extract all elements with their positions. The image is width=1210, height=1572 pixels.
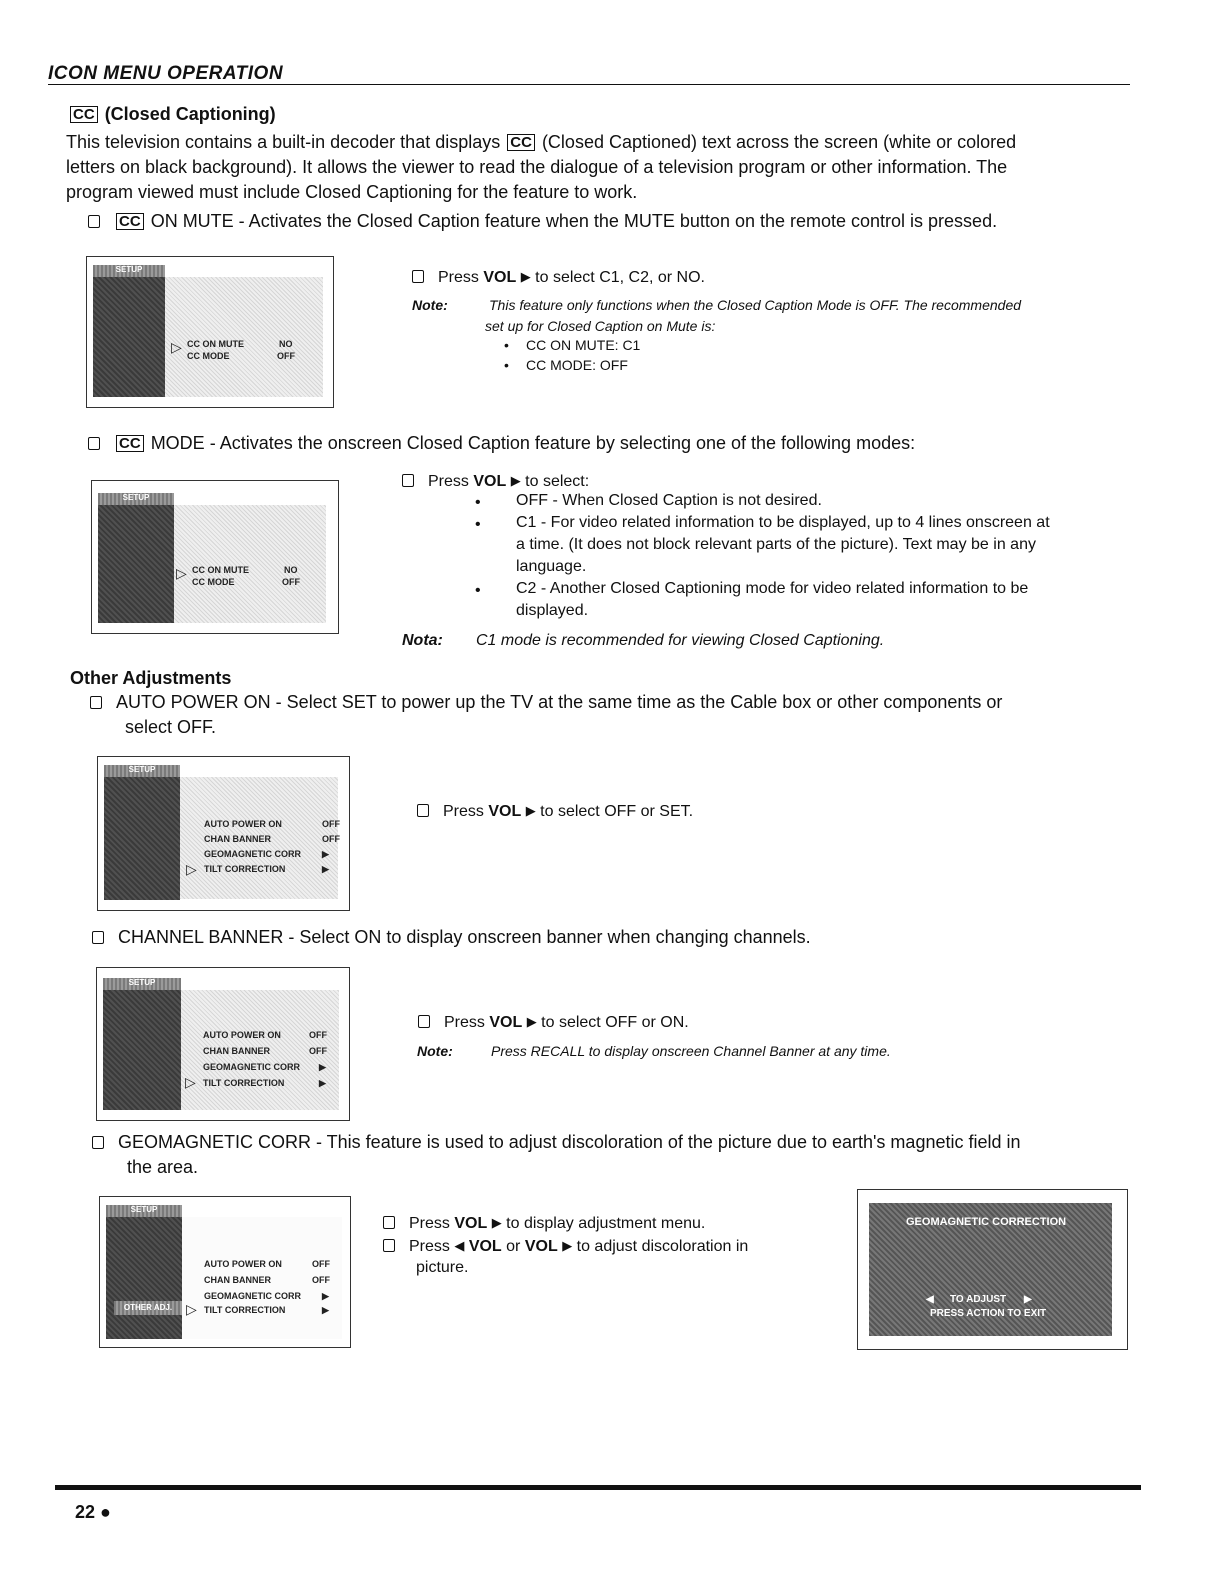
header-title: ICON MENU OPERATION: [48, 63, 284, 84]
instr-or: or: [506, 1238, 521, 1255]
menu-row-value: OFF: [277, 351, 295, 361]
cc-icon: CC: [116, 213, 144, 230]
checkbox-bullet-icon: [88, 437, 100, 450]
checkbox-bullet-icon: [383, 1239, 395, 1252]
right-arrow-icon: ▶: [562, 1238, 573, 1253]
instr-press: Press: [409, 1215, 450, 1232]
menu-right-panel: [174, 505, 326, 623]
note-bullet-2: CC MODE: OFF: [526, 357, 628, 373]
menu-row-label: AUTO POWER ON: [203, 1030, 281, 1040]
cc-on-mute-instruction: [412, 266, 705, 289]
checkbox-bullet-icon: [417, 804, 429, 817]
mode-opt-c1-line3: language.: [516, 558, 587, 575]
right-arrow-icon: ▶: [491, 1215, 502, 1230]
instr-press: Press: [438, 269, 479, 286]
instr-vol: VOL: [473, 473, 507, 490]
menu-left-panel: [104, 765, 180, 900]
menu-row-value: ▶: [319, 1078, 326, 1088]
cc-icon: CC: [116, 435, 144, 452]
cc-intro-line1-a: This television contains a built-in decoder that displays: [66, 132, 501, 152]
auto-power-line2: select OFF.: [125, 717, 217, 737]
menu-row-label: TILT CORRECTION: [203, 1078, 285, 1088]
geomagnetic-screen-exit: PRESS ACTION TO EXIT: [930, 1308, 1047, 1319]
instr-press: Press: [443, 803, 484, 820]
cc-mode-item: [88, 431, 915, 456]
auto-power-item: [90, 690, 1150, 740]
checkbox-bullet-icon: [92, 1136, 104, 1149]
menu-left-panel: [93, 265, 165, 397]
menu-row-label: CC ON MUTE: [192, 565, 249, 575]
cc-intro: [66, 130, 1146, 205]
checkbox-bullet-icon: [92, 931, 104, 944]
bullet-icon: •: [475, 494, 481, 511]
bullet-icon: •: [475, 516, 481, 533]
instr-vol: VOL: [488, 803, 522, 820]
instr-text: to select OFF or SET.: [540, 803, 694, 820]
menu-row-value: OFF: [312, 1259, 330, 1269]
channel-banner-menu-screenshot: [96, 967, 350, 1121]
menu-row-label: CHAN BANNER: [203, 1046, 270, 1056]
right-arrow-icon: ▶: [510, 473, 521, 488]
checkbox-bullet-icon: [90, 696, 102, 709]
note-line1: This feature only functions when the Closed Caption Mode is OFF. The recommended: [489, 297, 1022, 313]
geomagnetic-line1: [92, 1130, 1152, 1155]
menu-row-label: GEOMAGNETIC CORR: [204, 849, 302, 859]
channel-banner-line1: CHANNEL BANNER - Select ON to display onscreen banner when changing channels.: [118, 927, 811, 947]
menu-row-value: ▶: [322, 864, 329, 874]
checkbox-bullet-icon: [412, 270, 424, 283]
menu-row-value: ▶: [322, 1291, 329, 1301]
mode-opt-c2-line1: C2 - Another Closed Captioning mode for video related information to be: [516, 580, 1029, 597]
instr-vol: VOL: [524, 1238, 558, 1255]
cc-inline-icon: CC: [507, 134, 535, 151]
instr-press: Press: [409, 1238, 450, 1255]
cc-on-mute-menu-screenshot: [86, 256, 334, 408]
mode-opt-off: OFF - When Closed Caption is not desired.: [516, 492, 822, 509]
cc-intro-line3: program viewed must include Closed Captioning for the feature to work.: [66, 182, 638, 202]
menu-row-value: NO: [284, 565, 298, 575]
auto-power-menu-screenshot: [97, 756, 350, 911]
menu-row-value: OFF: [312, 1275, 330, 1285]
menu-row-label: TILT CORRECTION: [204, 864, 286, 874]
menu-row-label: CHAN BANNER: [204, 1275, 271, 1285]
geomagnetic-instruction-1: [383, 1212, 705, 1235]
menu-row-label: CC MODE: [187, 351, 230, 361]
instr-press: Press: [444, 1014, 485, 1031]
menu-pointer-icon: ▷: [171, 339, 182, 355]
menu-row-value: OFF: [309, 1030, 327, 1040]
geomagnetic-line1-text: GEOMAGNETIC CORR - This feature is used to adjust discoloration of the picture due to earth's magnetic field in: [118, 1132, 1021, 1152]
cc-intro-line1-b: (Closed Captioned) text across the screen (white or colored: [541, 132, 1017, 152]
left-arrow-icon: ◀: [454, 1238, 465, 1253]
mode-opt-c2-line2: displayed.: [516, 602, 589, 619]
mode-opt-c1-line2: a time. (It does not block relevant parts of the picture). Text may be in any: [516, 536, 1036, 553]
menu-pointer-icon: ▷: [176, 565, 187, 581]
footer-rule: [55, 1485, 1141, 1490]
menu-tab: SETUP: [104, 765, 180, 777]
instr-vol: VOL: [489, 1014, 523, 1031]
note-label: Note:: [412, 297, 448, 313]
instr-text: to adjust discoloration in: [576, 1238, 749, 1255]
menu-row-label: CHAN BANNER: [204, 834, 271, 844]
geomagnetic-instruction-2-cont: picture.: [416, 1259, 469, 1276]
instr-vol: VOL: [483, 269, 517, 286]
instr-text: to select C1, C2, or NO.: [535, 269, 705, 286]
instr-text: to display adjustment menu.: [506, 1215, 706, 1232]
right-arrow-icon: ▶: [520, 269, 531, 284]
geomagnetic-screen-adjust: TO ADJUST: [950, 1294, 1007, 1305]
menu-left-panel: [106, 1205, 182, 1339]
cc-mode-label: MODE - Activates the onscreen Closed Caption feature by selecting one of the following modes:: [150, 433, 916, 453]
instr-vol: VOL: [454, 1215, 488, 1232]
cc-icon: CC: [70, 106, 98, 123]
geomagnetic-screen-title: GEOMAGNETIC CORRECTION: [906, 1216, 1067, 1228]
nota-text: C1 mode is recommended for viewing Closed Captioning.: [476, 632, 885, 649]
cc-intro-line1: [66, 130, 1146, 155]
geomagnetic-menu-screenshot: [99, 1196, 351, 1348]
note-line2: set up for Closed Caption on Mute is:: [485, 318, 716, 334]
channel-banner-item: [92, 925, 811, 950]
bullet-icon: •: [475, 582, 481, 599]
other-adjustments-title: Other Adjustments: [70, 668, 232, 688]
menu-left-panel: [103, 978, 181, 1110]
menu-row-value: ▶: [319, 1062, 326, 1072]
menu-left-selected: OTHER ADJ.: [114, 1301, 182, 1315]
menu-row-value: OFF: [322, 819, 340, 829]
menu-right-panel: [165, 277, 323, 397]
auto-power-instruction: [417, 800, 693, 823]
menu-row-value: OFF: [282, 577, 300, 587]
menu-row-label: TILT CORRECTION: [204, 1305, 286, 1315]
mode-opt-c1-line1: C1 - For video related information to be displayed, up to 4 lines onscreen at: [516, 514, 1050, 531]
cc-on-mute-item: [88, 209, 997, 234]
menu-pointer-icon: ▷: [186, 1301, 197, 1317]
auto-power-line1: [90, 690, 1150, 715]
menu-row-label: GEOMAGNETIC CORR: [203, 1062, 301, 1072]
menu-row-value: ▶: [322, 1305, 329, 1315]
menu-pointer-icon: ▷: [186, 861, 197, 877]
instr-vol: VOL: [468, 1238, 502, 1255]
instr-press: Press: [428, 473, 469, 490]
note-label: Note:: [417, 1043, 453, 1059]
right-arrow-icon: ▶: [526, 1014, 537, 1029]
geomagnetic-instruction-2: [383, 1235, 748, 1258]
menu-tab: SETUP: [106, 1205, 182, 1217]
cc-mode-menu-screenshot: [91, 480, 339, 634]
bullet-icon: •: [504, 357, 509, 373]
adjust-right-icon: ▶: [1024, 1294, 1032, 1305]
note-bullet-1: CC ON MUTE: C1: [526, 337, 641, 353]
cc-section-title: [68, 104, 276, 125]
menu-row-label: CC ON MUTE: [187, 339, 244, 349]
auto-power-line1-text: AUTO POWER ON - Select SET to power up the TV at the same time as the Cable box or other components or: [116, 692, 1003, 712]
instr-text: to select OFF or ON.: [541, 1014, 689, 1031]
menu-tab: SETUP: [103, 978, 181, 990]
menu-row-value: NO: [279, 339, 293, 349]
menu-tab: SETUP: [93, 265, 165, 277]
menu-row-label: AUTO POWER ON: [204, 819, 282, 829]
menu-row-value: ▶: [322, 849, 329, 859]
instr-text: to select:: [525, 473, 590, 490]
page-number: 22 ●: [75, 1502, 111, 1522]
checkbox-bullet-icon: [383, 1216, 395, 1229]
menu-row-value: OFF: [322, 834, 340, 844]
geomagnetic-correction-screen: [857, 1189, 1128, 1350]
channel-banner-instruction: [418, 1011, 689, 1034]
page-header: [48, 64, 1130, 85]
cc-on-mute-label: ON MUTE - Activates the Closed Caption feature when the MUTE button on the remote control is pressed.: [150, 211, 998, 231]
menu-row-label: GEOMAGNETIC CORR: [204, 1291, 302, 1301]
menu-row-value: OFF: [309, 1046, 327, 1056]
checkbox-bullet-icon: [402, 474, 414, 487]
geomagnetic-line2: the area.: [127, 1157, 199, 1177]
menu-row-label: AUTO POWER ON: [204, 1259, 282, 1269]
nota-label: Nota:: [402, 632, 443, 649]
menu-pointer-icon: ▷: [185, 1074, 196, 1090]
checkbox-bullet-icon: [418, 1015, 430, 1028]
menu-left-panel: [98, 493, 174, 623]
cc-title-text: (Closed Captioning): [104, 104, 276, 124]
menu-tab: SETUP: [98, 493, 174, 505]
cc-intro-line2: letters on black background). It allows the viewer to read the dialogue of a television program or other information. The: [66, 157, 1008, 177]
geomagnetic-item: [92, 1130, 1152, 1180]
right-arrow-icon: ▶: [525, 803, 536, 818]
note-text: Press RECALL to display onscreen Channel Banner at any time.: [491, 1043, 891, 1059]
checkbox-bullet-icon: [88, 215, 100, 228]
menu-row-label: CC MODE: [192, 577, 235, 587]
bullet-icon: •: [504, 337, 509, 353]
adjust-left-icon: ◀: [926, 1294, 934, 1305]
